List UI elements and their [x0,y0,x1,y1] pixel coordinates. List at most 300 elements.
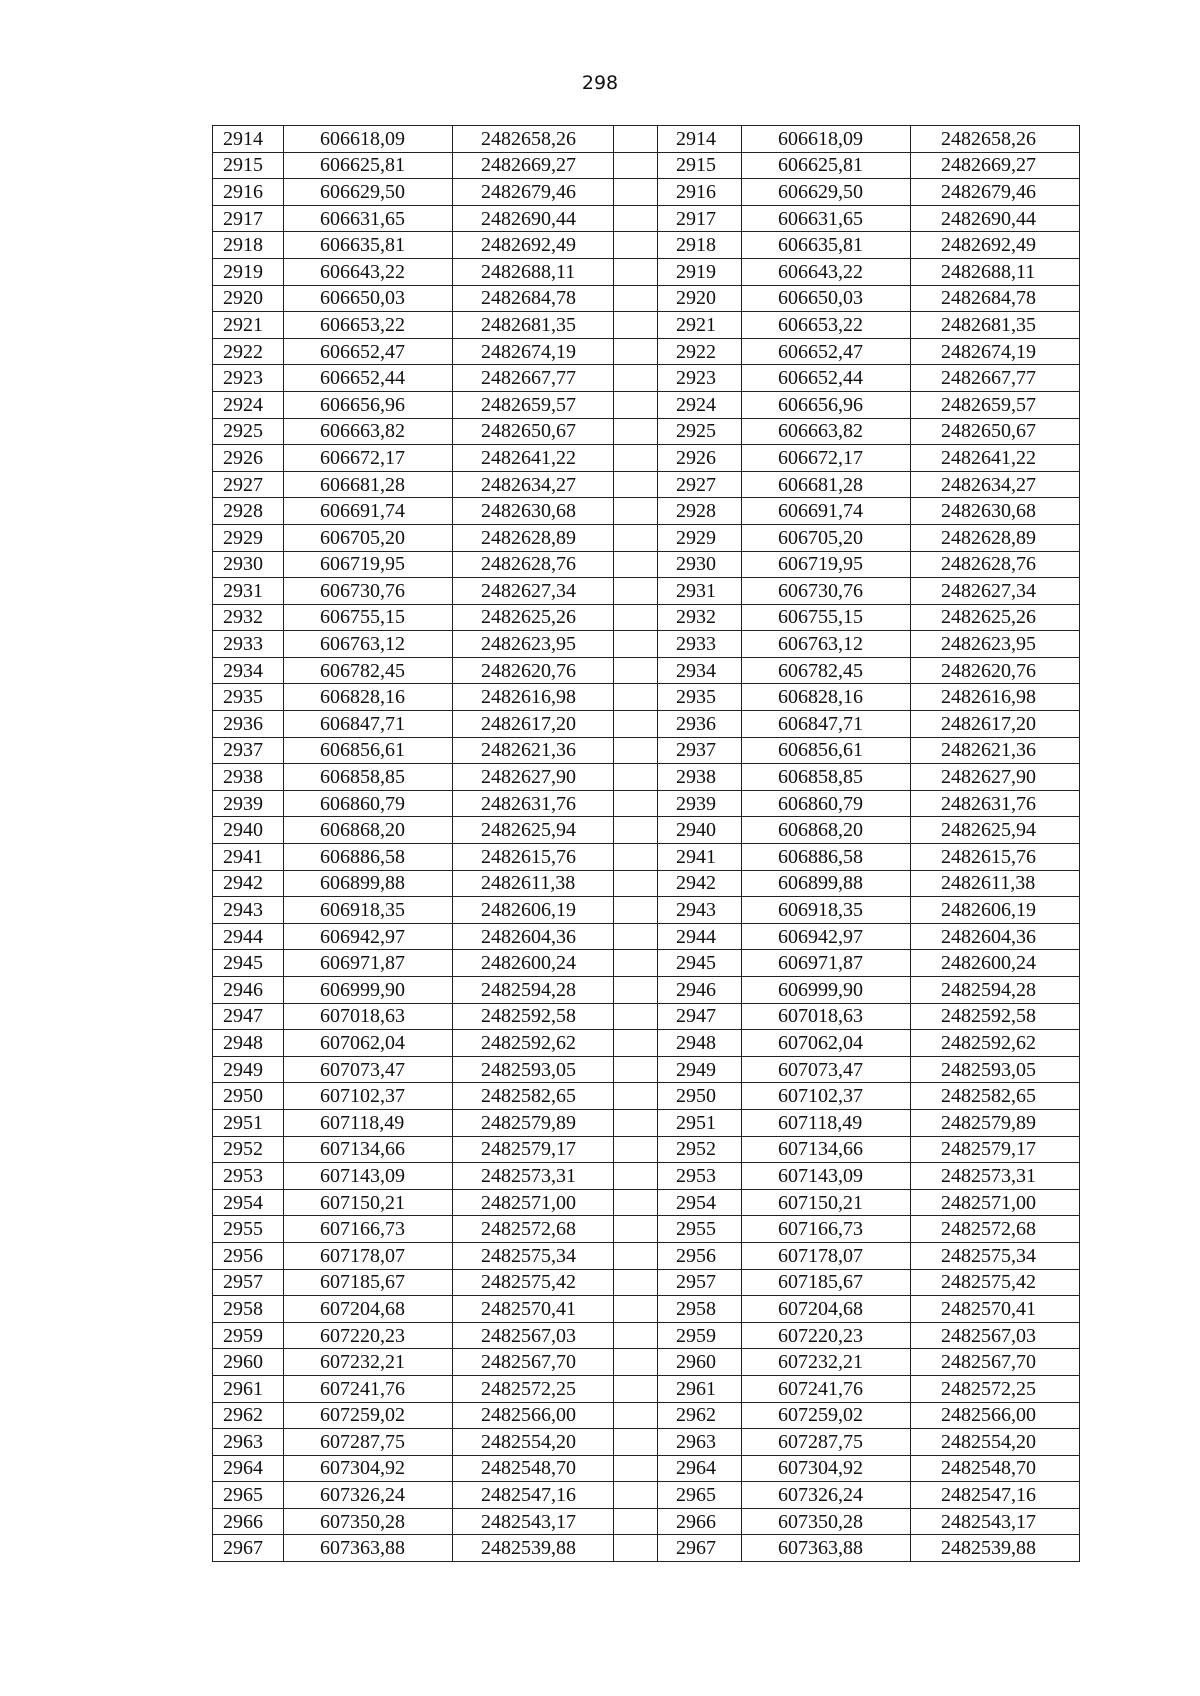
table-row [213,258,1080,285]
left-y-coordinate: 2482667,77 [453,365,614,392]
left-y-coordinate: 2482543,17 [453,1508,614,1535]
left-y-coordinate: 2482669,27 [453,152,614,179]
right-y-coordinate: 2482606,19 [911,897,1080,924]
right-point-number: 2935 [658,684,742,711]
left-y-coordinate: 2482631,76 [453,790,614,817]
separator-cell [614,977,658,1004]
separator-cell [614,684,658,711]
separator-cell [614,631,658,658]
right-point-number: 2963 [658,1429,742,1456]
table-row [213,844,1080,871]
right-point-number: 2946 [658,977,742,1004]
left-point-number: 2948 [213,1030,284,1057]
left-point-number: 2943 [213,897,284,924]
right-y-coordinate: 2482579,17 [911,1136,1080,1163]
left-y-coordinate: 2482575,42 [453,1269,614,1296]
left-y-coordinate: 2482630,68 [453,498,614,525]
right-x-coordinate: 606652,47 [742,338,911,365]
separator-cell [614,578,658,605]
right-y-coordinate: 2482573,31 [911,1163,1080,1190]
left-point-number: 2957 [213,1269,284,1296]
right-x-coordinate: 606999,90 [742,977,911,1004]
right-point-number: 2936 [658,711,742,738]
table-row [213,126,1080,153]
right-y-coordinate: 2482554,20 [911,1429,1080,1456]
right-point-number: 2915 [658,152,742,179]
left-y-coordinate: 2482627,34 [453,578,614,605]
left-y-coordinate: 2482554,20 [453,1429,614,1456]
left-point-number: 2935 [213,684,284,711]
left-y-coordinate: 2482582,65 [453,1083,614,1110]
right-point-number: 2966 [658,1508,742,1535]
table-row [213,524,1080,551]
left-point-number: 2930 [213,551,284,578]
right-y-coordinate: 2482616,98 [911,684,1080,711]
table-row [213,1535,1080,1562]
table-row [213,578,1080,605]
left-y-coordinate: 2482620,76 [453,657,614,684]
right-x-coordinate: 607259,02 [742,1402,911,1429]
right-x-coordinate: 606763,12 [742,631,911,658]
right-y-coordinate: 2482688,11 [911,258,1080,285]
right-point-number: 2924 [658,391,742,418]
left-point-number: 2959 [213,1322,284,1349]
left-y-coordinate: 2482548,70 [453,1455,614,1482]
left-x-coordinate: 606629,50 [284,179,453,206]
left-point-number: 2941 [213,844,284,871]
right-point-number: 2947 [658,1003,742,1030]
left-x-coordinate: 607326,24 [284,1482,453,1509]
table-row [213,498,1080,525]
right-x-coordinate: 607073,47 [742,1056,911,1083]
right-point-number: 2942 [658,870,742,897]
left-point-number: 2946 [213,977,284,1004]
right-point-number: 2933 [658,631,742,658]
separator-cell [614,817,658,844]
left-x-coordinate: 607287,75 [284,1429,453,1456]
right-y-coordinate: 2482582,65 [911,1083,1080,1110]
right-y-coordinate: 2482547,16 [911,1482,1080,1509]
right-y-coordinate: 2482604,36 [911,923,1080,950]
right-x-coordinate: 607166,73 [742,1216,911,1243]
separator-cell [614,844,658,871]
left-y-coordinate: 2482572,25 [453,1375,614,1402]
left-y-coordinate: 2482611,38 [453,870,614,897]
right-point-number: 2926 [658,445,742,472]
left-y-coordinate: 2482575,34 [453,1242,614,1269]
right-x-coordinate: 607134,66 [742,1136,911,1163]
separator-cell [614,1269,658,1296]
left-y-coordinate: 2482592,62 [453,1030,614,1057]
right-y-coordinate: 2482617,20 [911,711,1080,738]
left-y-coordinate: 2482658,26 [453,126,614,153]
left-x-coordinate: 606618,09 [284,126,453,153]
left-y-coordinate: 2482593,05 [453,1056,614,1083]
left-point-number: 2931 [213,578,284,605]
right-x-coordinate: 606691,74 [742,498,911,525]
right-point-number: 2950 [658,1083,742,1110]
right-point-number: 2939 [658,790,742,817]
right-x-coordinate: 607143,09 [742,1163,911,1190]
left-point-number: 2921 [213,312,284,339]
separator-cell [614,657,658,684]
right-point-number: 2967 [658,1535,742,1562]
right-y-coordinate: 2482630,68 [911,498,1080,525]
right-y-coordinate: 2482575,42 [911,1269,1080,1296]
left-x-coordinate: 606828,16 [284,684,453,711]
left-x-coordinate: 606971,87 [284,950,453,977]
left-x-coordinate: 607062,04 [284,1030,453,1057]
table-row [213,604,1080,631]
separator-cell [614,418,658,445]
right-x-coordinate: 607304,92 [742,1455,911,1482]
separator-cell [614,764,658,791]
left-x-coordinate: 606691,74 [284,498,453,525]
table-row [213,152,1080,179]
left-y-coordinate: 2482681,35 [453,312,614,339]
left-x-coordinate: 606942,97 [284,923,453,950]
right-y-coordinate: 2482627,90 [911,764,1080,791]
right-x-coordinate: 606730,76 [742,578,911,605]
table-row [213,1482,1080,1509]
left-y-coordinate: 2482641,22 [453,445,614,472]
table-row [213,1189,1080,1216]
left-x-coordinate: 606856,61 [284,737,453,764]
table-row [213,1003,1080,1030]
right-point-number: 2922 [658,338,742,365]
right-y-coordinate: 2482690,44 [911,205,1080,232]
right-point-number: 2928 [658,498,742,525]
right-y-coordinate: 2482667,77 [911,365,1080,392]
right-point-number: 2925 [658,418,742,445]
left-y-coordinate: 2482615,76 [453,844,614,871]
right-x-coordinate: 606635,81 [742,232,911,259]
left-x-coordinate: 606705,20 [284,524,453,551]
left-y-coordinate: 2482604,36 [453,923,614,950]
right-point-number: 2952 [658,1136,742,1163]
left-x-coordinate: 607220,23 [284,1322,453,1349]
right-y-coordinate: 2482620,76 [911,657,1080,684]
table-row [213,1296,1080,1323]
left-y-coordinate: 2482567,03 [453,1322,614,1349]
right-y-coordinate: 2482570,41 [911,1296,1080,1323]
right-point-number: 2956 [658,1242,742,1269]
left-x-coordinate: 607259,02 [284,1402,453,1429]
right-x-coordinate: 606942,97 [742,923,911,950]
left-y-coordinate: 2482623,95 [453,631,614,658]
right-x-coordinate: 606705,20 [742,524,911,551]
left-x-coordinate: 606763,12 [284,631,453,658]
right-y-coordinate: 2482567,70 [911,1349,1080,1376]
right-point-number: 2940 [658,817,742,844]
right-x-coordinate: 606755,15 [742,604,911,631]
left-x-coordinate: 606681,28 [284,471,453,498]
left-point-number: 2938 [213,764,284,791]
left-point-number: 2947 [213,1003,284,1030]
left-point-number: 2950 [213,1083,284,1110]
left-point-number: 2918 [213,232,284,259]
right-point-number: 2927 [658,471,742,498]
left-y-coordinate: 2482567,70 [453,1349,614,1376]
right-point-number: 2951 [658,1109,742,1136]
right-point-number: 2959 [658,1322,742,1349]
left-x-coordinate: 607204,68 [284,1296,453,1323]
left-y-coordinate: 2482617,20 [453,711,614,738]
separator-cell [614,205,658,232]
table-row [213,1349,1080,1376]
right-x-coordinate: 606681,28 [742,471,911,498]
right-y-coordinate: 2482571,00 [911,1189,1080,1216]
left-point-number: 2961 [213,1375,284,1402]
separator-cell [614,312,658,339]
left-x-coordinate: 606656,96 [284,391,453,418]
right-y-coordinate: 2482641,22 [911,445,1080,472]
left-point-number: 2915 [213,152,284,179]
separator-cell [614,551,658,578]
right-point-number: 2919 [658,258,742,285]
table-row [213,365,1080,392]
left-y-coordinate: 2482606,19 [453,897,614,924]
left-point-number: 2956 [213,1242,284,1269]
table-row [213,179,1080,206]
left-point-number: 2955 [213,1216,284,1243]
left-x-coordinate: 607166,73 [284,1216,453,1243]
right-y-coordinate: 2482634,27 [911,471,1080,498]
right-y-coordinate: 2482567,03 [911,1322,1080,1349]
table-row [213,631,1080,658]
right-y-coordinate: 2482658,26 [911,126,1080,153]
left-x-coordinate: 606719,95 [284,551,453,578]
right-point-number: 2953 [658,1163,742,1190]
table-row [213,1083,1080,1110]
table-row [213,711,1080,738]
separator-cell [614,604,658,631]
left-point-number: 2937 [213,737,284,764]
right-y-coordinate: 2482679,46 [911,179,1080,206]
separator-cell [614,1349,658,1376]
table-row [213,1242,1080,1269]
right-point-number: 2937 [658,737,742,764]
right-y-coordinate: 2482650,67 [911,418,1080,445]
left-x-coordinate: 607102,37 [284,1083,453,1110]
right-x-coordinate: 607178,07 [742,1242,911,1269]
left-point-number: 2920 [213,285,284,312]
left-y-coordinate: 2482621,36 [453,737,614,764]
right-point-number: 2923 [658,365,742,392]
right-x-coordinate: 606782,45 [742,657,911,684]
separator-cell [614,897,658,924]
left-x-coordinate: 606860,79 [284,790,453,817]
separator-cell [614,950,658,977]
left-point-number: 2936 [213,711,284,738]
coordinates-table [212,125,1080,1562]
right-point-number: 2916 [658,179,742,206]
separator-cell [614,1508,658,1535]
left-x-coordinate: 606999,90 [284,977,453,1004]
left-x-coordinate: 606625,81 [284,152,453,179]
left-x-coordinate: 606899,88 [284,870,453,897]
left-x-coordinate: 607073,47 [284,1056,453,1083]
table-row [213,418,1080,445]
left-point-number: 2942 [213,870,284,897]
table-row [213,1455,1080,1482]
right-x-coordinate: 606886,58 [742,844,911,871]
table-row [213,1402,1080,1429]
left-y-coordinate: 2482570,41 [453,1296,614,1323]
left-x-coordinate: 607018,63 [284,1003,453,1030]
right-x-coordinate: 606858,85 [742,764,911,791]
right-x-coordinate: 606971,87 [742,950,911,977]
separator-cell [614,1402,658,1429]
left-y-coordinate: 2482684,78 [453,285,614,312]
left-x-coordinate: 606886,58 [284,844,453,871]
right-point-number: 2917 [658,205,742,232]
table-row [213,1136,1080,1163]
left-x-coordinate: 606755,15 [284,604,453,631]
right-point-number: 2945 [658,950,742,977]
table-row [213,1508,1080,1535]
left-y-coordinate: 2482674,19 [453,338,614,365]
table-row [213,790,1080,817]
separator-cell [614,1482,658,1509]
left-point-number: 2926 [213,445,284,472]
table-row [213,897,1080,924]
left-y-coordinate: 2482539,88 [453,1535,614,1562]
left-x-coordinate: 607363,88 [284,1535,453,1562]
left-x-coordinate: 606672,17 [284,445,453,472]
left-x-coordinate: 606631,65 [284,205,453,232]
left-point-number: 2919 [213,258,284,285]
left-y-coordinate: 2482634,27 [453,471,614,498]
left-y-coordinate: 2482688,11 [453,258,614,285]
left-point-number: 2925 [213,418,284,445]
table-row [213,684,1080,711]
right-point-number: 2930 [658,551,742,578]
separator-cell [614,923,658,950]
left-x-coordinate: 606730,76 [284,578,453,605]
left-point-number: 2922 [213,338,284,365]
left-y-coordinate: 2482571,00 [453,1189,614,1216]
right-x-coordinate: 606653,22 [742,312,911,339]
left-y-coordinate: 2482566,00 [453,1402,614,1429]
right-x-coordinate: 607363,88 [742,1535,911,1562]
table-row [213,817,1080,844]
left-point-number: 2951 [213,1109,284,1136]
right-y-coordinate: 2482600,24 [911,950,1080,977]
right-point-number: 2920 [658,285,742,312]
right-x-coordinate: 606650,03 [742,285,911,312]
right-y-coordinate: 2482572,68 [911,1216,1080,1243]
left-point-number: 2963 [213,1429,284,1456]
right-y-coordinate: 2482592,58 [911,1003,1080,1030]
table-row [213,1030,1080,1057]
table-row [213,205,1080,232]
right-y-coordinate: 2482615,76 [911,844,1080,871]
left-y-coordinate: 2482650,67 [453,418,614,445]
separator-cell [614,1322,658,1349]
left-point-number: 2916 [213,179,284,206]
right-x-coordinate: 606618,09 [742,126,911,153]
right-point-number: 2914 [658,126,742,153]
separator-cell [614,1375,658,1402]
left-x-coordinate: 606782,45 [284,657,453,684]
right-x-coordinate: 607287,75 [742,1429,911,1456]
left-y-coordinate: 2482573,31 [453,1163,614,1190]
right-y-coordinate: 2482628,76 [911,551,1080,578]
right-y-coordinate: 2482593,05 [911,1056,1080,1083]
separator-cell [614,391,658,418]
left-y-coordinate: 2482616,98 [453,684,614,711]
left-y-coordinate: 2482594,28 [453,977,614,1004]
right-point-number: 2960 [658,1349,742,1376]
separator-cell [614,1163,658,1190]
right-point-number: 2962 [658,1402,742,1429]
right-point-number: 2954 [658,1189,742,1216]
left-y-coordinate: 2482600,24 [453,950,614,977]
right-x-coordinate: 607204,68 [742,1296,911,1323]
separator-cell [614,1003,658,1030]
left-y-coordinate: 2482659,57 [453,391,614,418]
left-point-number: 2924 [213,391,284,418]
separator-cell [614,471,658,498]
right-x-coordinate: 607326,24 [742,1482,911,1509]
table-body [213,126,1080,1562]
right-y-coordinate: 2482669,27 [911,152,1080,179]
left-point-number: 2940 [213,817,284,844]
left-y-coordinate: 2482627,90 [453,764,614,791]
left-y-coordinate: 2482628,89 [453,524,614,551]
right-x-coordinate: 606656,96 [742,391,911,418]
right-x-coordinate: 606918,35 [742,897,911,924]
right-x-coordinate: 607118,49 [742,1109,911,1136]
right-y-coordinate: 2482594,28 [911,977,1080,1004]
table-row [213,285,1080,312]
right-y-coordinate: 2482539,88 [911,1535,1080,1562]
left-x-coordinate: 606858,85 [284,764,453,791]
separator-cell [614,1030,658,1057]
table-row [213,445,1080,472]
left-y-coordinate: 2482547,16 [453,1482,614,1509]
left-x-coordinate: 606918,35 [284,897,453,924]
right-x-coordinate: 606643,22 [742,258,911,285]
right-y-coordinate: 2482548,70 [911,1455,1080,1482]
right-x-coordinate: 606899,88 [742,870,911,897]
left-point-number: 2923 [213,365,284,392]
separator-cell [614,179,658,206]
left-point-number: 2964 [213,1455,284,1482]
table-row [213,977,1080,1004]
separator-cell [614,524,658,551]
right-y-coordinate: 2482659,57 [911,391,1080,418]
left-point-number: 2945 [213,950,284,977]
table-row [213,1216,1080,1243]
table-row [213,1375,1080,1402]
left-x-coordinate: 606650,03 [284,285,453,312]
left-y-coordinate: 2482690,44 [453,205,614,232]
table-row [213,737,1080,764]
left-y-coordinate: 2482579,17 [453,1136,614,1163]
left-x-coordinate: 606652,47 [284,338,453,365]
left-x-coordinate: 607241,76 [284,1375,453,1402]
right-x-coordinate: 606631,65 [742,205,911,232]
separator-cell [614,365,658,392]
left-y-coordinate: 2482572,68 [453,1216,614,1243]
right-point-number: 2931 [658,578,742,605]
right-x-coordinate: 607185,67 [742,1269,911,1296]
separator-cell [614,258,658,285]
left-point-number: 2944 [213,923,284,950]
right-y-coordinate: 2482625,94 [911,817,1080,844]
